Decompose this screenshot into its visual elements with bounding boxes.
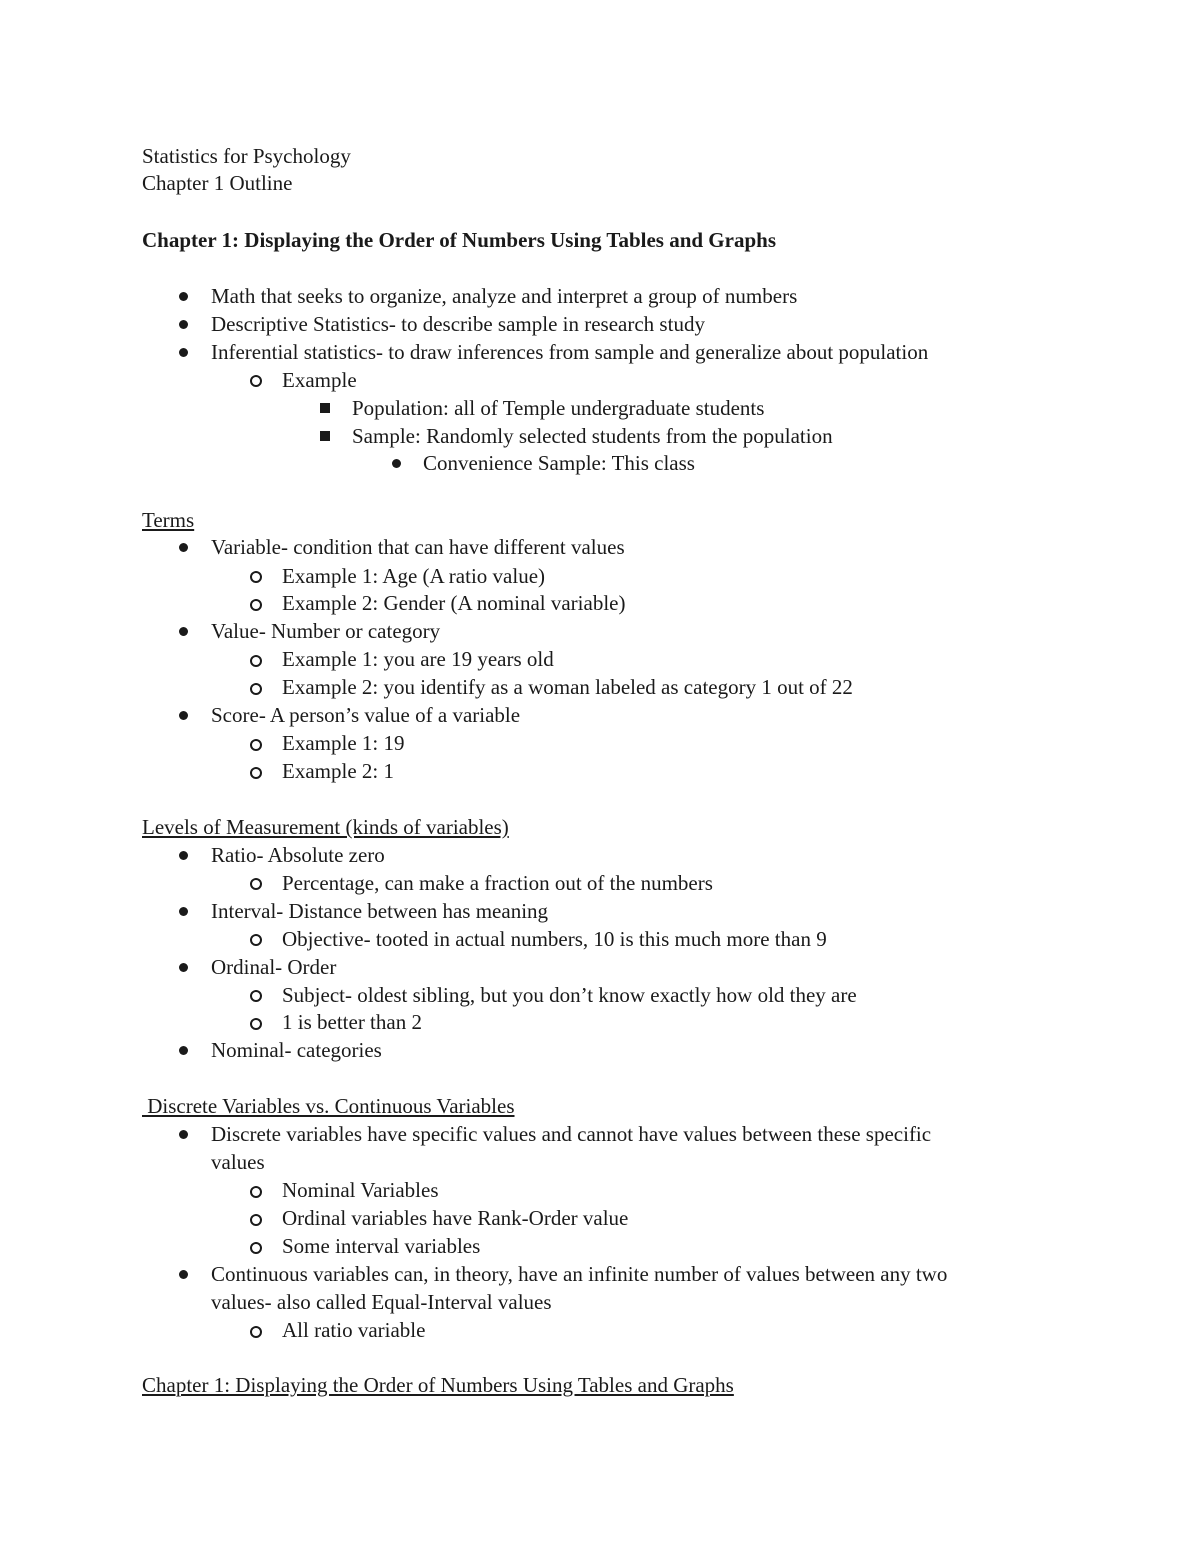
sample-item: Sample: Randomly selected students from the population [352, 424, 833, 448]
discrete-item: Discrete variables have specific values and cannot have values between these specific [211, 1122, 932, 1146]
bullet-icon [179, 1046, 188, 1055]
discrete-detail: Some interval variables [282, 1234, 481, 1258]
term-value: Value- Number or category [211, 619, 441, 643]
bullet-icon [179, 907, 188, 916]
circle-bullet-icon [250, 1018, 262, 1030]
level-detail: 1 is better than 2 [282, 1010, 422, 1034]
circle-bullet-icon [250, 739, 262, 751]
term-example: Example 1: Age (A ratio value) [282, 564, 546, 588]
discrete-item-continued: values [211, 1150, 265, 1174]
continuous-item-continued: values- also called Equal-Interval values [211, 1290, 552, 1314]
circle-bullet-icon [250, 990, 262, 1002]
population-item: Population: all of Temple undergraduate students [352, 396, 765, 420]
term-example: Example 2: 1 [282, 759, 394, 783]
circle-bullet-icon [250, 375, 262, 387]
bullet-icon [179, 1270, 188, 1279]
square-bullet-icon [320, 403, 330, 413]
course-title: Statistics for Psychology [142, 144, 351, 168]
level-interval: Interval- Distance between has meaning [211, 899, 549, 923]
continuous-detail: All ratio variable [282, 1318, 426, 1342]
bullet-icon [179, 320, 188, 329]
term-example: Example 1: 19 [282, 731, 405, 755]
circle-bullet-icon [250, 571, 262, 583]
level-nominal: Nominal- categories [211, 1038, 382, 1062]
bullet-icon [179, 348, 188, 357]
circle-bullet-icon [250, 1186, 262, 1198]
term-score: Score- A person’s value of a variable [211, 703, 521, 727]
circle-bullet-icon [250, 655, 262, 667]
circle-bullet-icon [250, 683, 262, 695]
section-heading-repeat: Chapter 1: Displaying the Order of Numbers Using Tables and Graphs [142, 1373, 734, 1397]
term-example: Example 2: you identify as a woman labeled as category 1 out of 22 [282, 675, 853, 699]
discrete-detail: Ordinal variables have Rank-Order value [282, 1206, 629, 1230]
chapter-heading: Chapter 1: Displaying the Order of Numbers Using Tables and Graphs [142, 228, 776, 252]
circle-bullet-icon [250, 878, 262, 890]
example-label: Example [282, 368, 357, 392]
circle-bullet-icon [250, 1326, 262, 1338]
circle-bullet-icon [250, 599, 262, 611]
bullet-icon [179, 963, 188, 972]
bullet-icon [179, 851, 188, 860]
bullet-icon [179, 1130, 188, 1139]
continuous-item: Continuous variables can, in theory, have an infinite number of values between any two [211, 1262, 948, 1286]
term-example: Example 2: Gender (A nominal variable) [282, 591, 626, 615]
level-ratio: Ratio- Absolute zero [211, 843, 385, 867]
circle-bullet-icon [250, 1242, 262, 1254]
level-ordinal: Ordinal- Order [211, 955, 337, 979]
term-variable: Variable- condition that can have different values [211, 535, 625, 559]
intro-item: Inferential statistics- to draw inferences from sample and generalize about population [211, 340, 929, 364]
circle-bullet-icon [250, 934, 262, 946]
bullet-icon [392, 459, 401, 468]
levels-heading: Levels of Measurement (kinds of variables) [142, 815, 509, 839]
level-detail: Subject- oldest sibling, but you don’t know exactly how old they are [282, 983, 857, 1007]
convenience-item: Convenience Sample: This class [423, 451, 695, 475]
circle-bullet-icon [250, 1214, 262, 1226]
bullet-icon [179, 292, 188, 301]
level-detail: Objective- tooted in actual numbers, 10 is this much more than 9 [282, 927, 827, 951]
intro-item: Descriptive Statistics- to describe sample in research study [211, 312, 705, 336]
terms-heading: Terms [142, 508, 195, 532]
term-example: Example 1: you are 19 years old [282, 647, 554, 671]
bullet-icon [179, 711, 188, 720]
chapter-subtitle: Chapter 1 Outline [142, 171, 293, 195]
discrete-detail: Nominal Variables [282, 1178, 439, 1202]
level-detail: Percentage, can make a fraction out of the numbers [282, 871, 713, 895]
intro-item: Math that seeks to organize, analyze and interpret a group of numbers [211, 284, 798, 308]
bullet-icon [179, 627, 188, 636]
circle-bullet-icon [250, 767, 262, 779]
discrete-heading: Discrete Variables vs. Continuous Variables [142, 1094, 515, 1118]
bullet-icon [179, 543, 188, 552]
square-bullet-icon [320, 431, 330, 441]
